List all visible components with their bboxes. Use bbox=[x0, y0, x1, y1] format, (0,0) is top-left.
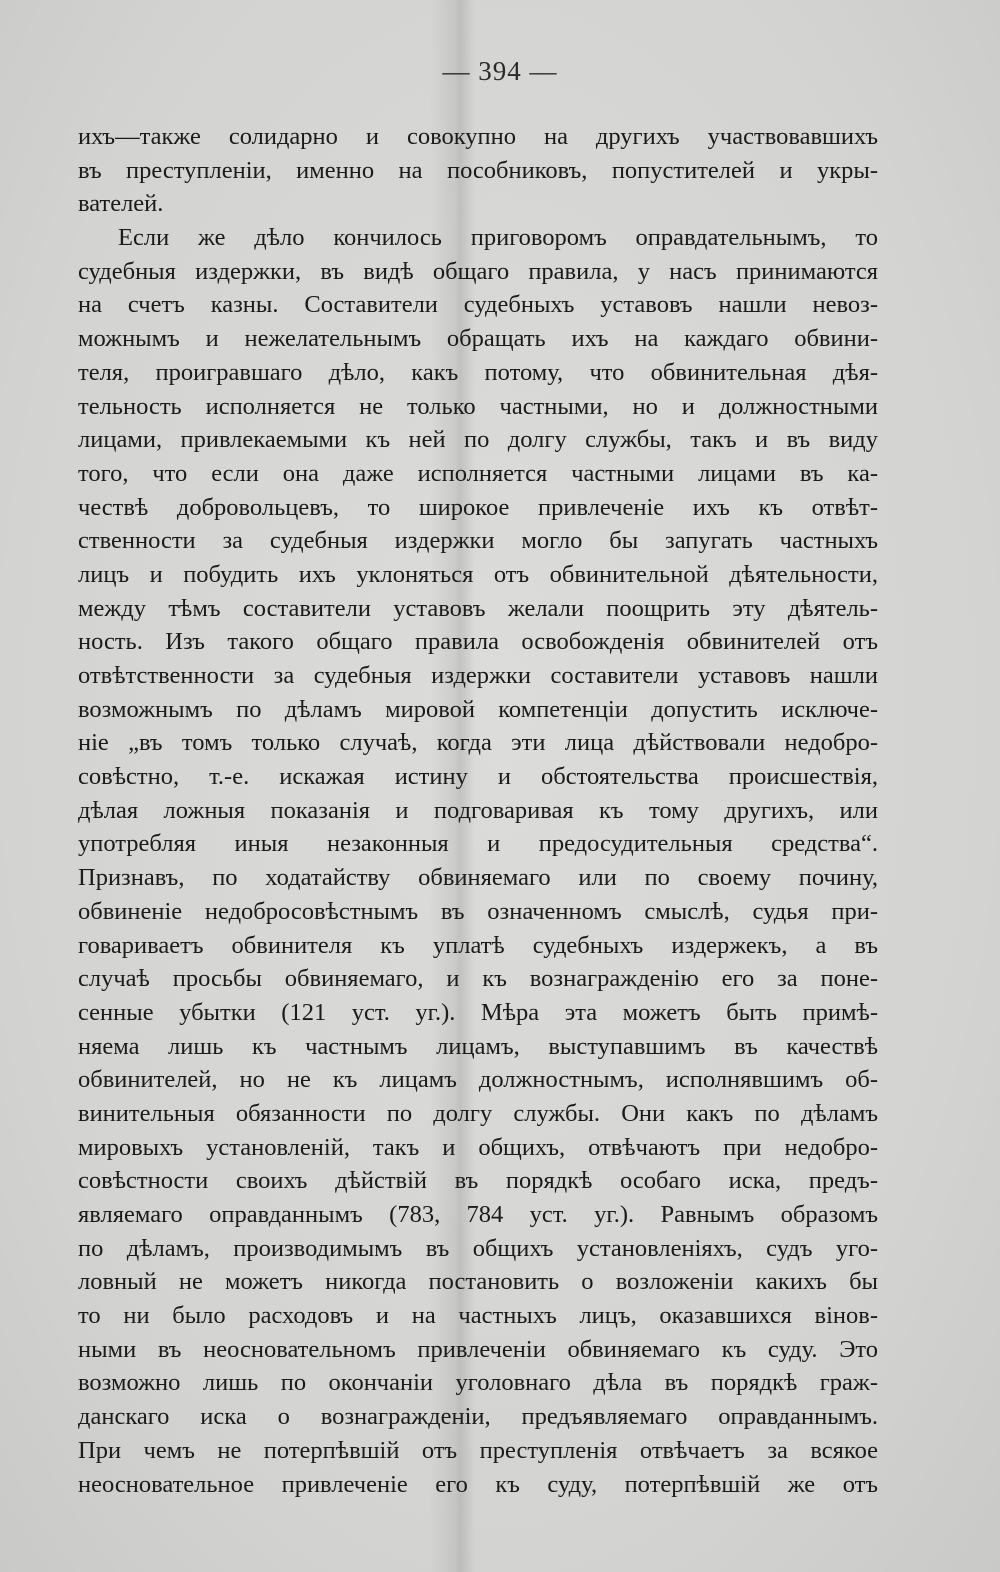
text-line: совѣстно, т.-е. искажая истину и обстоятельства происшествія, bbox=[78, 763, 878, 791]
body-text bbox=[78, 120, 878, 1501]
text-line: на счетъ казны. Составители судебныхъ уставовъ нашли невоз- bbox=[78, 291, 878, 319]
text-line: ными въ неосновательномъ привлеченіи обвиняемаго къ суду. Это bbox=[78, 1335, 878, 1363]
text-line: вателей. bbox=[78, 190, 164, 218]
text-line: лицъ и побудить ихъ уклоняться отъ обвинительной дѣятельности, bbox=[78, 560, 878, 588]
text-line: возможнымъ по дѣламъ мировой компетенціи допустить исключе- bbox=[78, 695, 878, 723]
text-line: по дѣламъ, производимымъ въ общихъ установленіяхъ, судъ уго- bbox=[78, 1234, 878, 1262]
text-line: данскаго иска о вознагражденіи, предъявляемаго оправданнымъ. bbox=[78, 1403, 878, 1431]
text-line: употребляя иныя незаконныя и предосудительныя средства“. bbox=[78, 830, 878, 858]
text-line: тельность исполняется не только частными, но и должностными bbox=[78, 392, 878, 420]
text-line: то ни было расходовъ и на частныхъ лицъ, оказавшихся вінов- bbox=[78, 1302, 878, 1330]
text-line: Признавъ, по ходатайству обвиняемаго или по своему почину, bbox=[78, 864, 878, 892]
text-line: мировыхъ установленій, такъ и общихъ, отвѣчаютъ при недобро- bbox=[78, 1133, 878, 1161]
text-line: можнымъ и нежелательнымъ обращать ихъ на каждаго обвини- bbox=[78, 325, 878, 353]
text-line: винительныя обязанности по долгу службы. Они какъ по дѣламъ bbox=[78, 1099, 878, 1127]
text-line: являемаго оправданнымъ (783, 784 уст. уг.). Равнымъ образомъ bbox=[78, 1201, 878, 1228]
text-line: теля, проигравшаго дѣло, какъ потому, что обвинительная дѣя- bbox=[78, 358, 878, 386]
text-line: того, что если она даже исполняется частными лицами въ ка- bbox=[78, 459, 878, 487]
text-line: дѣлая ложныя показанія и подговаривая къ тому другихъ, или bbox=[78, 796, 878, 824]
text-line: въ преступленіи, именно на пособниковъ, попустителей и укры- bbox=[78, 156, 878, 184]
text-line: обвинителей, но не къ лицамъ должностнымъ, исполнявшимъ об- bbox=[78, 1066, 878, 1094]
page-number: — 394 — bbox=[442, 56, 558, 86]
text-line: При чемъ не потерпѣвшій отъ преступленія отвѣчаетъ за всякое bbox=[78, 1436, 878, 1464]
text-line: ихъ—также солидарно и совокупно на другихъ участвовавшихъ bbox=[78, 123, 878, 150]
text-line: отвѣтственности за судебныя издержки составители уставовъ нашли bbox=[78, 662, 878, 689]
text-line: случаѣ просьбы обвиняемаго, и къ вознагражденію его за поне- bbox=[78, 965, 878, 993]
text-line: Если же дѣло кончилось приговоромъ оправдательнымъ, то bbox=[118, 224, 878, 252]
text-line: сенные убытки (121 уст. уг.). Мѣра эта можетъ быть примѣ- bbox=[78, 998, 878, 1026]
text-line: няема лишь къ частнымъ лицамъ, выступавшимъ въ качествѣ bbox=[78, 1032, 878, 1060]
text-line: лицами, привлекаемыми къ ней по долгу службы, такъ и въ виду bbox=[78, 426, 878, 454]
text-line: совѣстности своихъ дѣйствій въ порядкѣ особаго иска, предъ- bbox=[78, 1167, 878, 1195]
text-line: говариваетъ обвинителя къ уплатѣ судебныхъ издержекъ, а въ bbox=[78, 931, 878, 959]
text-line: возможно лишь по окончаніи уголовнаго дѣла въ порядкѣ граж- bbox=[78, 1369, 878, 1397]
text-line: ловный не можетъ никогда постановить о возложеніи какихъ бы bbox=[78, 1268, 878, 1296]
text-line: ніе „въ томъ только случаѣ, когда эти лица дѣйствовали недобро- bbox=[78, 729, 878, 757]
text-line: ность. Изъ такого общаго правила освобожденія обвинителей отъ bbox=[78, 628, 878, 656]
text-line: ственности за судебныя издержки могло бы запугать частныхъ bbox=[78, 527, 878, 555]
text-line: неосновательное привлеченіе его къ суду, потерпѣвшій же отъ bbox=[78, 1470, 878, 1498]
text-line: чествѣ добровольцевъ, то широкое привлеченіе ихъ къ отвѣт- bbox=[78, 493, 878, 521]
text-line: судебныя издержки, въ видѣ общаго правила, у насъ принимаются bbox=[78, 257, 878, 285]
text-line: между тѣмъ составители уставовъ желали поощрить эту дѣятель- bbox=[78, 594, 878, 622]
text-line: обвиненіе недобросовѣстнымъ въ означенномъ смыслѣ, судья при- bbox=[78, 897, 878, 925]
